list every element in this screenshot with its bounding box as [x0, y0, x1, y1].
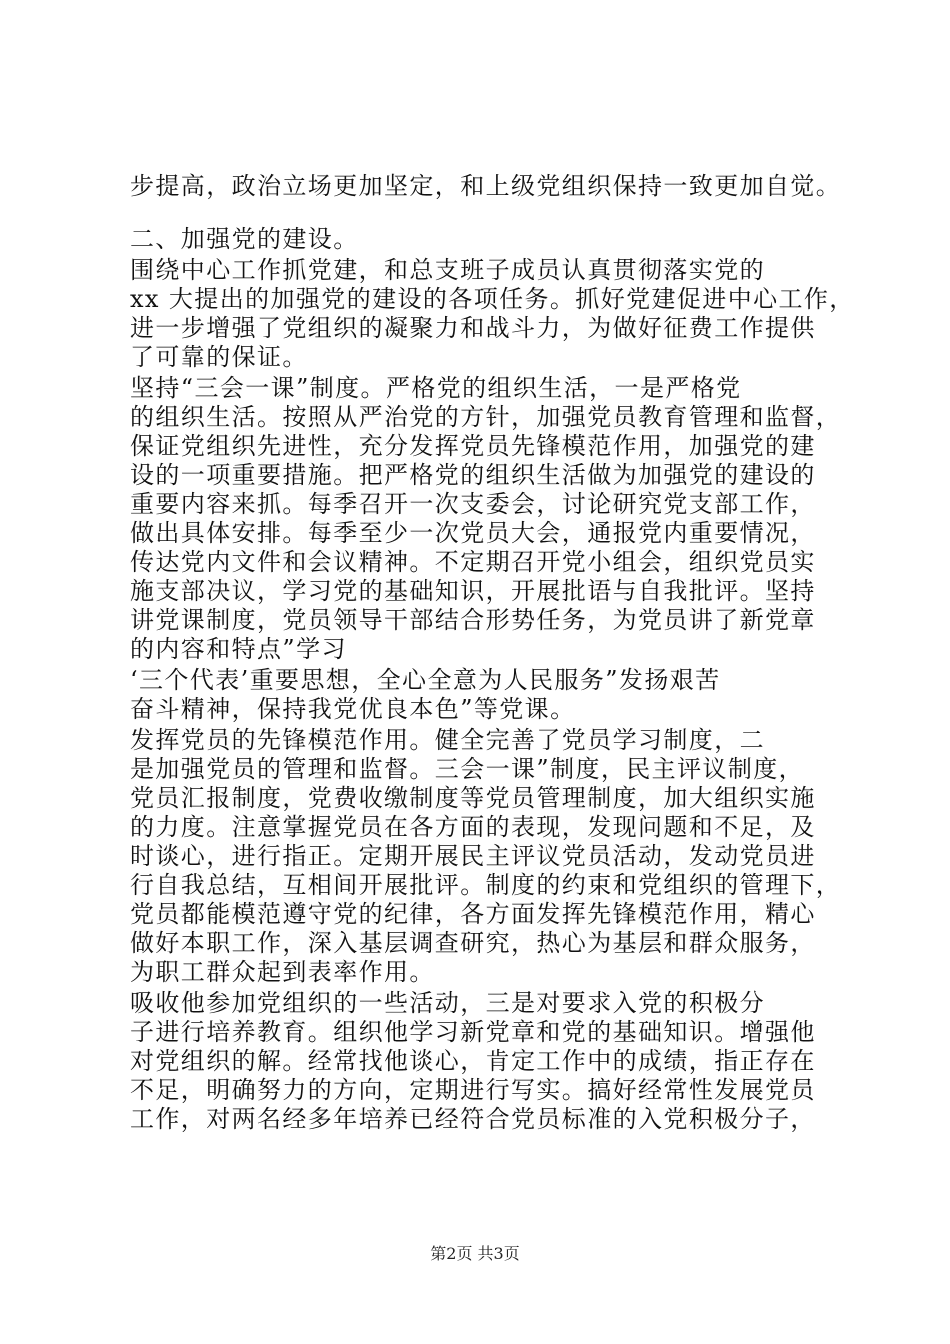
text-line: 进一步增强了党组织的凝聚力和战斗力，为做好征费工作提供 [130, 314, 816, 342]
text-line: 重要内容来抓。每季召开一次支委会，讨论研究党支部工作， [130, 490, 816, 518]
text-line: 的力度。注意掌握党员在各方面的表现，发现问题和不足，及 [130, 813, 816, 841]
text-line: 的组织生活。按照从严治党的方针，加强党员教育管理和监督， [130, 403, 842, 431]
text-line: 传达党内文件和会议精神。不定期召开党小组会，组织党员实 [130, 548, 816, 576]
continuation-line: 步提高，政治立场更加坚定，和上级党组织保持一致更加自觉。 [130, 172, 842, 200]
document-body [130, 172, 855, 1134]
paragraph-section-heading [130, 225, 842, 254]
text-line: xx 大提出的加强党的建设的各项任务。抓好党建促进中心工作， [130, 285, 855, 313]
text-line: 吸收他参加党组织的一些活动，三是对要求入党的积极分 [130, 989, 765, 1017]
text-line: 施支部决议，学习党的基础知识，开展批语与自我批评。坚持 [130, 577, 816, 605]
text-line: 子进行培养教育。组织他学习新党章和党的基础知识。增强他 [130, 1018, 816, 1046]
text-line: 奋斗精神，保持我党优良本色”等党课。 [130, 695, 576, 723]
text-line: 讲党课制度，党员领导干部结合形势任务，为党员讲了新党章 [130, 606, 816, 634]
paragraph-three-represents [130, 666, 842, 724]
text-line: 保证党组织先进性，充分发挥党员先锋模范作用，加强党的建 [130, 432, 816, 460]
text-line: 党员都能模范遵守党的纪律，各方面发挥先锋模范作用，精心 [130, 900, 816, 928]
text-line: 做出具体安排。每季至少一次党员大会，通报党内重要情况， [130, 519, 816, 547]
text-line: 坚持“三会一课”制度。严格党的组织生活，一是严格党 [130, 374, 742, 402]
text-line: ‘三个代表’重要思想，全心全意为人民服务”发扬艰苦 [130, 666, 721, 694]
text-line: 是加强党员的管理和监督。三会一课”制度，民主评议制度， [130, 755, 805, 783]
text-line: 了可靠的保证。 [130, 343, 308, 371]
text-line: 为职工群众起到表率作用。 [130, 958, 435, 986]
text-line: 做好本职工作，深入基层调查研究，热心为基层和群众服务， [130, 929, 816, 957]
text-line: 发挥党员的先锋模范作用。健全完善了党员学习制度，二 [130, 726, 765, 754]
paragraph-activist-training [130, 989, 842, 1134]
text-line: 设的一项重要措施。把严格党的组织生活做为加强党的建设的 [130, 461, 816, 489]
text-line: 工作，对两名经多年培养已经符合党员标准的入党积极分子， [130, 1105, 816, 1133]
text-line: 不足，明确努力的方向，定期进行写实。搞好经常性发展党员 [130, 1076, 816, 1104]
text-line: 党员汇报制度，党费收缴制度等党员管理制度，加大组织实施 [130, 784, 816, 812]
paragraph-vanguard-role [130, 726, 842, 987]
paragraph-three-meetings [130, 374, 842, 664]
text-line: 时谈心，进行指正。定期开展民主评议党员活动，发动党员进 [130, 842, 816, 870]
text-line: 的内容和特点”学习 [130, 635, 347, 663]
text-line: 行自我总结，互相间开展批评。制度的约束和党组织的管理下， [130, 871, 842, 899]
paragraph-party-building [130, 256, 855, 372]
text-line: 围绕中心工作抓党建，和总支班子成员认真贯彻落实党的 [130, 256, 765, 284]
text-line: 对党组织的解。经常找他谈心，肯定工作中的成绩，指正存在 [130, 1047, 816, 1075]
page-footer: 第2页 共3页 [430, 1244, 520, 1263]
text-line: 二、加强党的建设。 [130, 225, 359, 253]
